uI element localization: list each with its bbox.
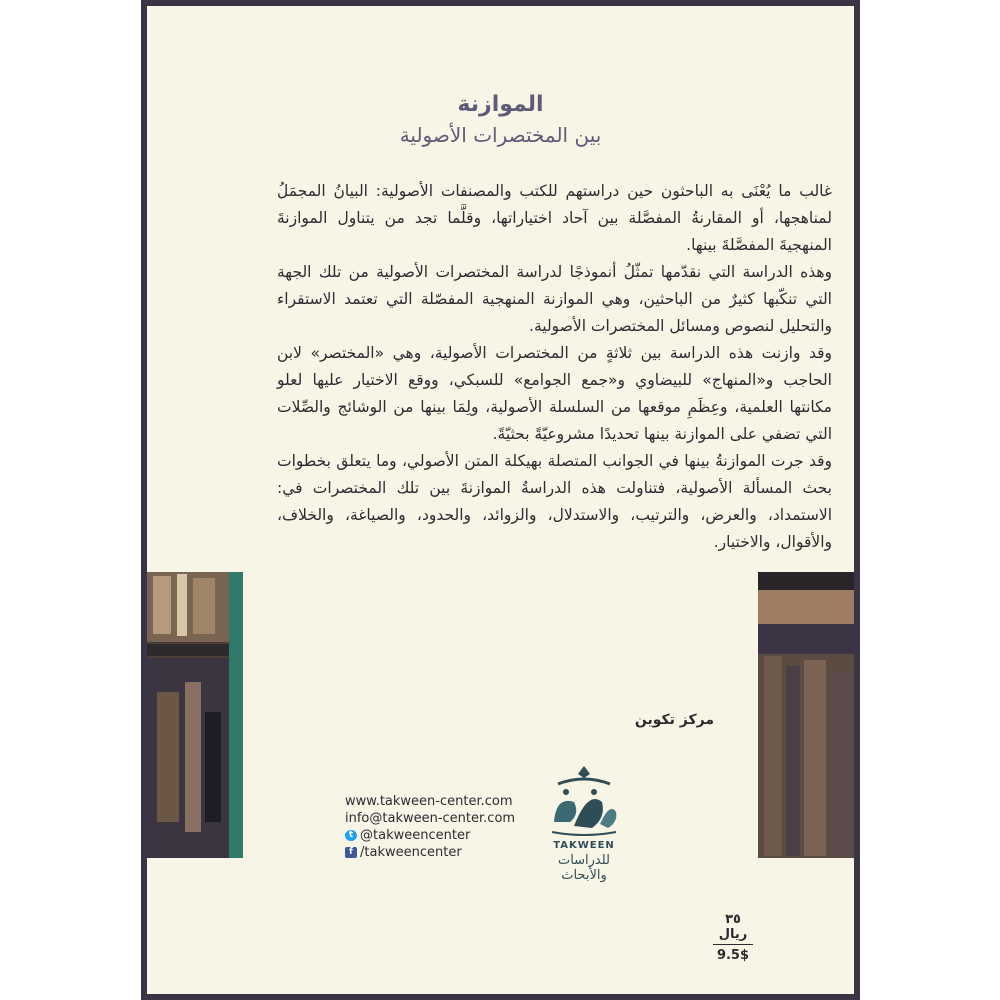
price-tag xyxy=(713,912,753,963)
facebook-handle: /takweencenter xyxy=(360,845,462,860)
bookshelf-image-left xyxy=(147,572,243,858)
twitter-icon: t xyxy=(345,830,357,841)
title-block xyxy=(147,92,854,147)
logo-tagline-ar: للدراسات والأبحاث xyxy=(557,853,611,883)
blurb-paragraph-2: وهذه الدراسة التي نقدّمها تمثّلُ أنموذجًا لدراسة المختصرات الأصولية من تلك الجهة التي تنكّبها كثيرٌ من الباحثين، وهي الموازنة المنهجية المفصّلة التي تعتمد الاستقراء والتحليل لنصوص ومسائل المختصرات الأصولية. xyxy=(277,263,832,335)
logo-name-en: TAKWEEN xyxy=(553,840,615,851)
email-link[interactable] xyxy=(345,810,515,827)
website-text: www.takween-center.com xyxy=(345,794,513,809)
logo-calligraphy-icon xyxy=(544,762,624,838)
blurb-paragraph-3: وقد وازنت هذه الدراسة بين ثلاثةٍ من المختصرات الأصولية، وهي «المختصر» لابن الحاجب و«المنهاج» للبيضاوي و«جمع الجوامع» للسبكي، ووقع الاختيار عليها لعلو مكانتها العلمية، وعِظَمِ موقعها من السلسلة الأصولية، ولِمَا بينها من الوشائج والصِّلات التي تضفي على الموازنة بينها تحديدًا مشروعيّةً بحثيّةً. xyxy=(277,344,832,443)
bookshelf-image-right xyxy=(758,572,854,858)
facebook-link[interactable] xyxy=(345,844,515,861)
contact-info xyxy=(345,793,515,861)
blurb-text xyxy=(277,178,854,556)
email-text: info@takween-center.com xyxy=(345,811,516,826)
takween-logo xyxy=(541,762,627,882)
blurb-paragraph-1: غالب ما يُعْنَى به الباحثون حين دراستهم للكتب والمصنفات الأصولية: البيانُ المجمَلُ لمناهجها، أو المقارنةُ المفصَّلة بين آحاد اختياراتها، وقلَّما تجد من يتناول الموازنةَ المنهجيةَ المفصَّلةَ بينها. xyxy=(277,182,832,254)
facebook-icon: f xyxy=(345,847,357,858)
price-usd: 9.5$ xyxy=(716,948,750,963)
book-subtitle: بين المختصرات الأصولية xyxy=(399,123,602,147)
publisher-signature: مركز تكوين xyxy=(634,712,714,728)
book-back-cover xyxy=(141,0,860,1000)
price-sar: ٣٥ ريال xyxy=(713,912,753,945)
twitter-link[interactable] xyxy=(345,827,515,844)
twitter-handle: @takweencenter xyxy=(360,828,471,843)
website-link[interactable] xyxy=(345,793,515,810)
book-title: الموازنة xyxy=(457,92,544,117)
blurb-paragraph-4: وقد جرت الموازنةُ بينها في الجوانب المتصلة بهيكلة المتن الأصولي، وما يتعلق بخطوات بحث المسألة الأصولية، فتناولت هذه الدراسةُ الموازنةَ بين تلك المختصرات في: الاستمداد، والعرض، والترتيب، والاستدلال، والزوائد، والحدود، والصياغة، والخلاف، والأقوال، والاختيار. xyxy=(277,452,832,551)
